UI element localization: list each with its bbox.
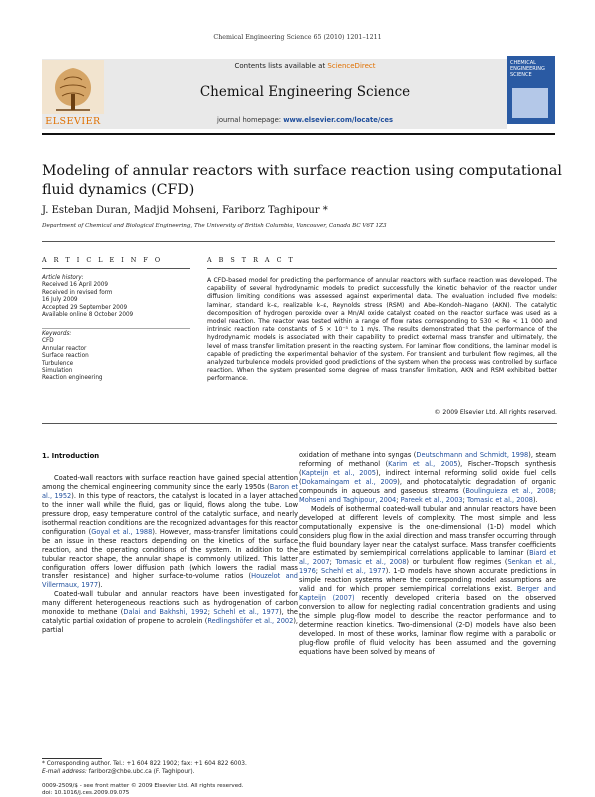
journal-reference: Chemical Engineering Science 65 (2010) 1201–1211 (213, 34, 382, 41)
body-column-right (299, 451, 556, 657)
history-item: Available online 8 October 2009 (42, 312, 134, 319)
paragraph: Coated-wall reactors with surface reaction have gained special attention among the chemical engineering community since the early 1950s (Baron et al., 1952). In this type of reactors, the catalyst is located in a layer attached to the inner wall while the fluid, gas or liquid, flows along the tube. Low pressure drop, easy temperature control of the catalytic surface, and nearly isothermal reaction conditions are the recognized advantages for this reactor configuration (Goyal et al., 1988). However, mass-transfer limitations could be an issue in these reactors depending on the kinetics of the surface reaction, and the operating conditions of the system. In addition to the tubular reactor shape, the annular shape is commonly utilized. This latter configuration offers lower diffusion path (which lowers the radial mass transfer resistance) and higher surface-to-volume ratios (Houzelot and Villermaux, 1977). (42, 474, 298, 590)
history-item: 16 July 2009 (42, 297, 78, 304)
footnote-divider (42, 758, 102, 759)
corresponding-author-line: * Corresponding author. Tel.: +1 604 822 1902; fax: +1 604 822 6003. (42, 761, 247, 767)
citation-link[interactable]: Tomasic et al., 2008 (335, 558, 407, 567)
doi-line: doi: 10.1016/j.ces.2009.09.075 (42, 790, 130, 797)
history-label: Article history: (42, 275, 84, 281)
title-divider (42, 241, 555, 242)
citation-link[interactable]: Baron et al., 1952 (42, 482, 298, 500)
citation-link[interactable]: Boulinguieza et al., 2008 (465, 486, 554, 495)
citation-link[interactable]: Houzelot and Villermaux, 1977 (42, 572, 298, 590)
keywords-block (42, 331, 192, 383)
contents-prefix: Contents lists available at (234, 62, 328, 70)
keyword-item: Annular reactor (42, 345, 87, 352)
abstract-divider (207, 268, 557, 269)
citation-link[interactable]: Karim et al., 2005 (388, 459, 458, 468)
history-item: Received 16 April 2009 (42, 282, 109, 289)
citation-link[interactable]: Senkan et al., 1976 (299, 558, 556, 576)
citation-link[interactable]: Pareek et al., 2003 (400, 495, 463, 504)
journal-homepage-line (170, 116, 440, 124)
abstract-bottom-divider (42, 423, 557, 424)
keyword-item: Reaction engineering (42, 375, 103, 382)
contents-available-line (190, 62, 420, 70)
cover-title: CHEMICAL ENGINEERING SCIENCE (510, 60, 545, 78)
article-history (42, 275, 192, 319)
email-address[interactable]: fariborz@chbe.ubc.ca (F. Taghipour). (86, 768, 195, 775)
author-list: J. Esteban Duran, Madjid Mohseni, Fariborz Taghipour * (42, 205, 328, 216)
email-label: E-mail address: (42, 768, 87, 775)
copyright-notice: © 2009 Elsevier Ltd. All rights reserved. (434, 409, 557, 416)
homepage-url-link[interactable]: www.elsevier.com/locate/ces (283, 116, 394, 124)
keywords-label: Keywords: (42, 331, 72, 337)
citation-link[interactable]: Tomasic et al., 2008 (466, 495, 533, 504)
paragraph: Models of isothermal coated-wall tubular and annular reactors have been developed at different levels of complexity. The most simple and less computationally expensive is the one-dimensional (1-D) model which considers plug flow in the axial direction and mass transfer occurring through the fluid boundary layer near the catalyst surface. Mass transfer coefficients are estimated by semiempirical correlations applicable to laminar (Biard et al., 2007; Tomasic et al., 2008) or turbulent flow regimes (Senkan et al., 1976; Schehl et al., 1977). 1-D models have shown accurate predictions in simple reaction systems where the corresponding model assumptions are valid and for which proper semiempirical correlations exist. Berger and Kapteijn (2007) recently developed criteria based on the observed conversion to allow for neglecting radial concentration gradients and using the simple plug-flow model to describe the reactor performance and to determine reaction kinetics. Two-dimensional (2-D) models have also been developed. In most of these works, laminar flow regime with a parabolic or plug-flow profile of fluid velocity has been assumed and the governing equations have been solved by means of (299, 504, 557, 656)
keyword-item: Turbulence (42, 360, 74, 367)
article-info-heading: A R T I C L E I N F O (42, 256, 163, 264)
citation-link[interactable]: Schehl et al., 1977 (321, 567, 386, 576)
homepage-label: journal homepage: (216, 116, 284, 124)
abstract-text: A CFD-based model for predicting the performance of annular reactors with surface reaction was developed. The capability of several hydrodynamic models to predict successfully the kinetic behavior of the reactor under diffusion limiting conditions was assessed against experimental data. The evaluation included five models: laminar, standard k–ε, realizable k–ε, Reynolds stress (RSM) and Abe–Kondoh–Nagano (AKN). The catalytic decomposition of hydrogen peroxide over a Mn/Al oxide catalyst coated on the reactor surface was used as a model reaction. The reactor was tested within a range of flow rates corresponding to 530 < Re < 11 000 and intrinsic reaction rate constants of 5 × 10⁻⁵ to 1 m/s. The results demonstrated that the performance of the hydrodynamic models is associated with their capability to predict external mass transfer and ultimately, the level of mass transfer limitation present in the reacting system. For laminar flow conditions, the laminar model is capable of predicting the experimental behavior of the system. For transient and turbulent flow regimes, all the analyzed turbulence models provided good predictions of the system when the process was controlled by surface reaction. When the system presented some degree of mass transfer limitation, AKN and RSM exhibited better performance. (207, 277, 557, 383)
issn-line: 0009-2509/$ - see front matter © 2009 Elsevier Ltd. All rights reserved. (42, 783, 244, 789)
citation-link[interactable]: Redlingshöfer et al., 2002 (207, 617, 294, 626)
citation-link[interactable]: Kapteijn et al., 2005 (301, 468, 376, 477)
history-item: Received in revised form (42, 289, 113, 296)
citation-link[interactable]: Dokamaingam et al., 2009 (301, 477, 398, 486)
citation-link[interactable]: Deutschmann and Schmidt, 1998 (416, 451, 529, 459)
keyword-item: Surface reaction (42, 353, 89, 360)
introduction-heading: 1. Introduction (42, 452, 100, 460)
sciencedirect-link[interactable]: ScienceDirect (327, 62, 376, 70)
article-info-divider (42, 268, 190, 269)
keywords-divider (42, 328, 190, 329)
affiliation: Department of Chemical and Biological Engineering, The University of British Columbia, Vancouver, Canada BC V6T 1Z3 (42, 223, 387, 229)
keyword-item: CFD (42, 338, 54, 345)
corresponding-author-footnote (42, 761, 298, 776)
publisher-name: ELSEVIER (45, 116, 101, 127)
citation-link[interactable]: Dalai and Bakhshi, 1992 (123, 608, 208, 617)
abstract-heading: A B S T R A C T (207, 256, 296, 264)
issn-doi-block (42, 783, 342, 797)
citation-link[interactable]: Biard et al., 2007 (299, 549, 556, 567)
body-column-left (42, 474, 298, 635)
citation-link[interactable]: Mohseni and Taghipour, 2004 (299, 495, 397, 504)
history-item: Accepted 29 September 2009 (42, 304, 128, 311)
header-divider (42, 133, 555, 135)
citation-link[interactable]: Goyal et al., 1988 (91, 527, 153, 536)
paragraph: Coated-wall tubular and annular reactors have been investigated for many different heterogeneous reactions such as hydrogenation of carbon monoxide to methane (Dalai and Bakhshi, 1992; Schehl et al., 1977), the catalytic partial oxidation of propene to acrolein (Redlingshöfer et al., 2002), partial (42, 590, 298, 635)
paragraph: oxidation of methane into syngas (Deutschmann and Schmidt, 1998), steam reforming of methanol (Karim et al., 2005), Fischer–Tropsch synthesis (Kapteijn et al., 2005), indirect internal reforming solid oxide fuel cells (Dokamaingam et al., 2009), and photocatalytic degradation of organic compounds in aqueous and gaseous streams (Boulinguieza et al., 2008; Mohseni and Taghipour, 2004; Pareek et al., 2003; Tomasic et al., 2008). (299, 451, 556, 504)
article-title: Modeling of annular reactors with surface reaction using computational fluid dynamics (CFD) (42, 163, 562, 198)
journal-name: Chemical Engineering Science (199, 84, 411, 100)
cover-illustration (512, 88, 548, 118)
citation-link[interactable]: Schehl et al., 1977 (213, 608, 280, 617)
citation-link[interactable]: Berger and Kapteijn (2007) (299, 585, 556, 603)
keyword-item: Simulation (42, 368, 73, 375)
email-line (42, 769, 298, 777)
